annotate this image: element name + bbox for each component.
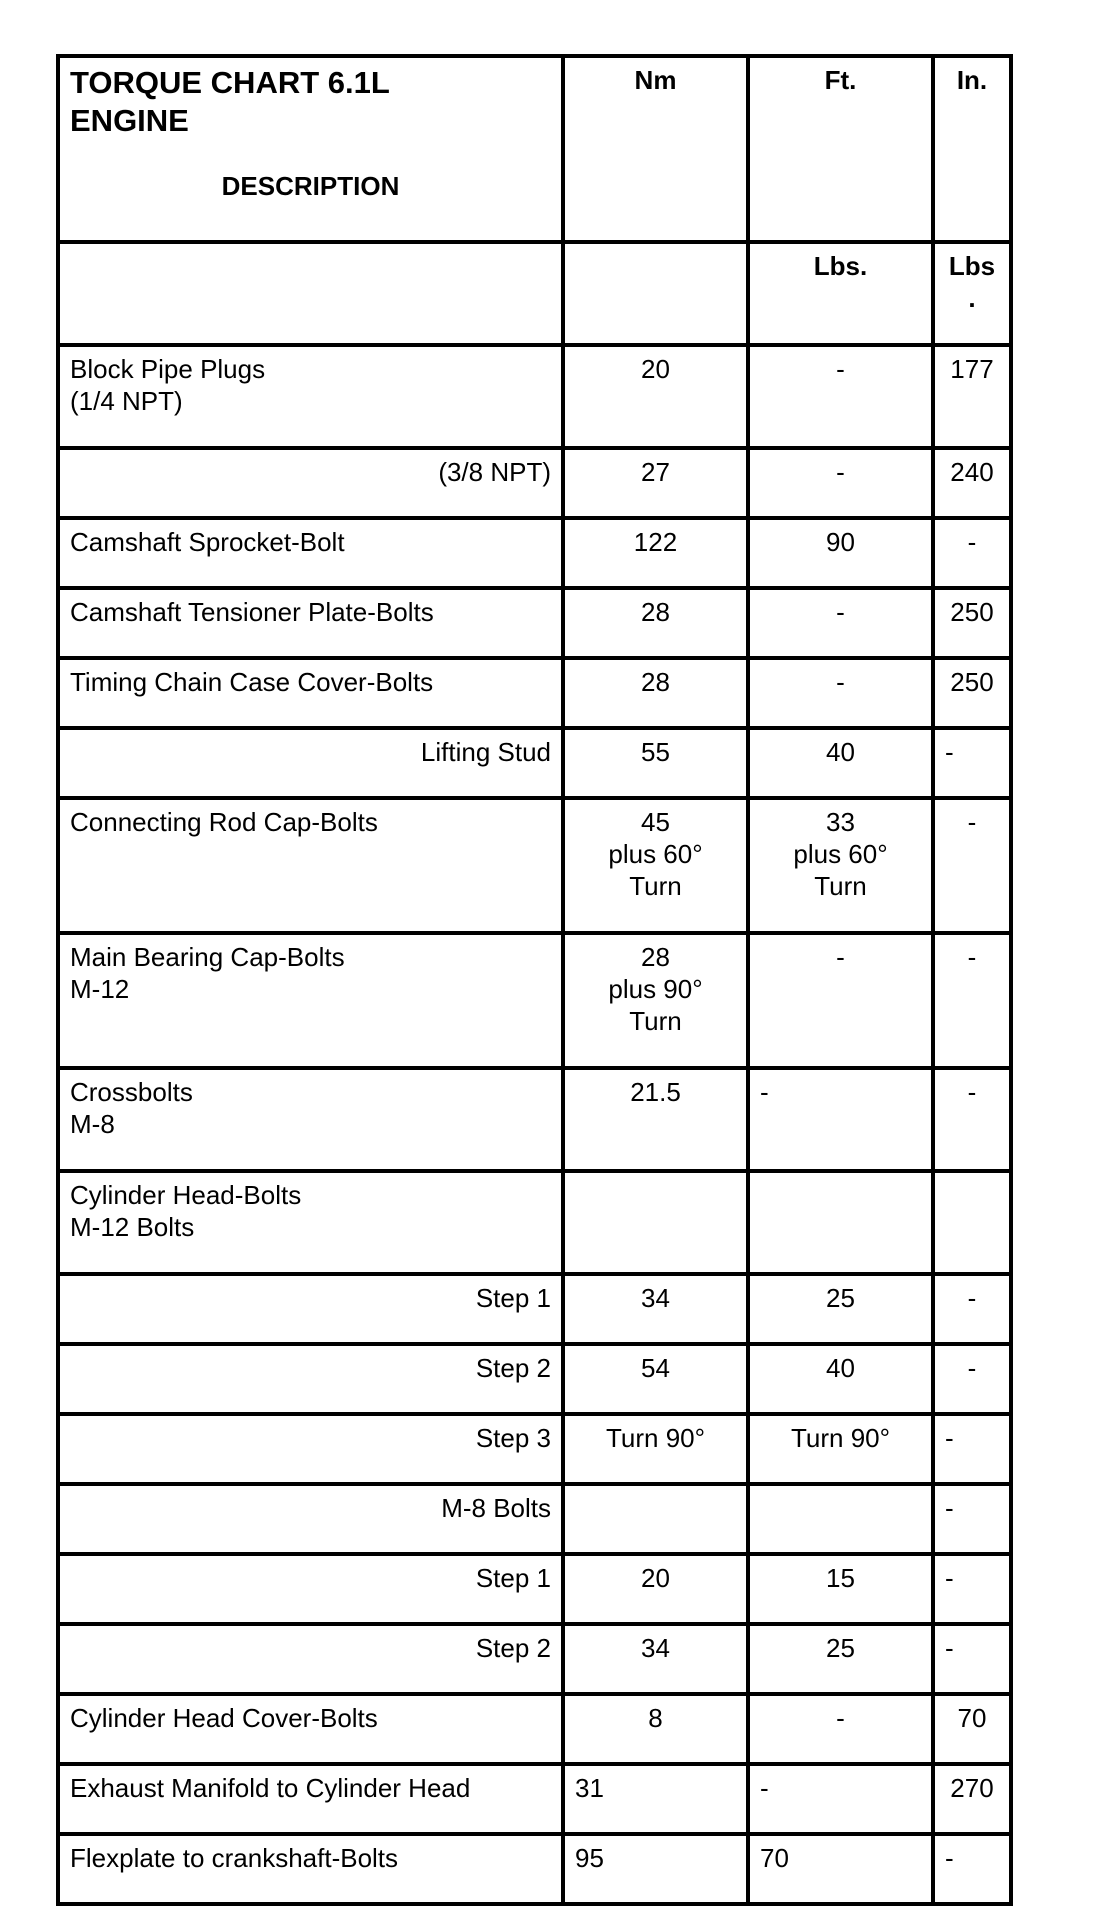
- row-ftlbs-value: -: [748, 345, 933, 448]
- row-ftlbs-value: 40: [748, 1344, 933, 1414]
- row-inlbs-value: -: [933, 798, 1011, 933]
- table-row: [58, 1068, 1011, 1171]
- table-row: [58, 518, 1011, 588]
- row-ftlbs-value: 33 plus 60° Turn: [748, 798, 933, 933]
- row-ftlbs-value: 40: [748, 728, 933, 798]
- row-ftlbs-value: -: [748, 1694, 933, 1764]
- row-ftlbs-value: [748, 1484, 933, 1554]
- row-description: Main Bearing Cap-Bolts M-12: [58, 933, 563, 1068]
- table-row: [58, 1484, 1011, 1554]
- row-ftlbs-value: 90: [748, 518, 933, 588]
- row-description: Step 2: [58, 1624, 563, 1694]
- row-nm-value: 20: [563, 1554, 748, 1624]
- table-row: [58, 588, 1011, 658]
- row-inlbs-value: -: [933, 1068, 1011, 1171]
- table-row: [58, 1764, 1011, 1834]
- row-description: Crossbolts M-8: [58, 1068, 563, 1171]
- row-nm-value: [563, 1484, 748, 1554]
- row-ftlbs-value: 25: [748, 1624, 933, 1694]
- row-description: Connecting Rod Cap-Bolts: [58, 798, 563, 933]
- row-inlbs-value: -: [933, 1344, 1011, 1414]
- row-ftlbs-value: -: [748, 933, 933, 1068]
- units-row: [58, 242, 1011, 345]
- row-nm-value: 21.5: [563, 1068, 748, 1171]
- row-inlbs-value: -: [933, 1414, 1011, 1484]
- row-nm-value: 34: [563, 1274, 748, 1344]
- row-description: Step 2: [58, 1344, 563, 1414]
- row-ftlbs-value: 70: [748, 1834, 933, 1904]
- row-nm-value: 28 plus 90° Turn: [563, 933, 748, 1068]
- row-ftlbs-value: 25: [748, 1274, 933, 1344]
- row-ftlbs-value: -: [748, 448, 933, 518]
- table-row: [58, 728, 1011, 798]
- in-unit-cell: [933, 242, 1011, 345]
- row-description: Camshaft Tensioner Plate-Bolts: [58, 588, 563, 658]
- table-row: [58, 798, 1011, 933]
- row-description: Camshaft Sprocket-Bolt: [58, 518, 563, 588]
- row-description: Block Pipe Plugs (1/4 NPT): [58, 345, 563, 448]
- row-description: M-8 Bolts: [58, 1484, 563, 1554]
- row-description: (3/8 NPT): [58, 448, 563, 518]
- table-row: [58, 933, 1011, 1068]
- row-description: Step 1: [58, 1554, 563, 1624]
- table-row: [58, 1554, 1011, 1624]
- row-ftlbs-value: [748, 1171, 933, 1274]
- row-inlbs-value: -: [933, 1554, 1011, 1624]
- table-row: [58, 345, 1011, 448]
- row-inlbs-value: -: [933, 1624, 1011, 1694]
- row-nm-value: 28: [563, 588, 748, 658]
- table-row: [58, 1694, 1011, 1764]
- row-description: Lifting Stud: [58, 728, 563, 798]
- table-row: [58, 1344, 1011, 1414]
- row-nm-value: 55: [563, 728, 748, 798]
- row-ftlbs-value: -: [748, 1764, 933, 1834]
- row-ftlbs-value: Turn 90°: [748, 1414, 933, 1484]
- row-description: Timing Chain Case Cover-Bolts: [58, 658, 563, 728]
- ft-unit-label: Lbs.: [748, 242, 933, 345]
- row-inlbs-value: -: [933, 728, 1011, 798]
- row-nm-value: 122: [563, 518, 748, 588]
- row-description: Step 1: [58, 1274, 563, 1344]
- row-nm-value: 95: [563, 1834, 748, 1904]
- row-nm-value: Turn 90°: [563, 1414, 748, 1484]
- col-nm-header: Nm: [563, 56, 748, 242]
- col-ft-header: Ft.: [748, 56, 933, 242]
- chart-title-line2: ENGINE: [70, 103, 189, 138]
- table-row: [58, 1624, 1011, 1694]
- units-desc-cell: [58, 242, 563, 345]
- row-inlbs-value: -: [933, 518, 1011, 588]
- torque-chart-table: [56, 54, 1013, 1906]
- table-row: [58, 1414, 1011, 1484]
- row-nm-value: 28: [563, 658, 748, 728]
- row-inlbs-value: 270: [933, 1764, 1011, 1834]
- row-inlbs-value: 240: [933, 448, 1011, 518]
- in-unit-dot: .: [968, 283, 976, 313]
- row-ftlbs-value: -: [748, 588, 933, 658]
- row-nm-value: 45 plus 60° Turn: [563, 798, 748, 933]
- row-ftlbs-value: -: [748, 658, 933, 728]
- in-unit-label: Lbs: [948, 251, 996, 281]
- row-inlbs-value: -: [933, 1274, 1011, 1344]
- units-nm-cell: [563, 242, 748, 345]
- row-nm-value: 8: [563, 1694, 748, 1764]
- table-row: [58, 448, 1011, 518]
- row-ftlbs-value: -: [748, 1068, 933, 1171]
- row-description: Exhaust Manifold to Cylinder Head: [58, 1764, 563, 1834]
- row-inlbs-value: 177: [933, 345, 1011, 448]
- description-label: DESCRIPTION: [221, 171, 400, 201]
- table-row: [58, 1171, 1011, 1274]
- row-description: Cylinder Head-Bolts M-12 Bolts: [58, 1171, 563, 1274]
- row-nm-value: [563, 1171, 748, 1274]
- table-row: [58, 658, 1011, 728]
- row-inlbs-value: 70: [933, 1694, 1011, 1764]
- row-nm-value: 20: [563, 345, 748, 448]
- row-nm-value: 31: [563, 1764, 748, 1834]
- header-row: [58, 56, 1011, 242]
- row-inlbs-value: -: [933, 1484, 1011, 1554]
- chart-title-line1: TORQUE CHART 6.1L: [70, 65, 390, 100]
- row-nm-value: 34: [563, 1624, 748, 1694]
- table-row: [58, 1274, 1011, 1344]
- row-description: Cylinder Head Cover-Bolts: [58, 1694, 563, 1764]
- row-inlbs-value: -: [933, 1834, 1011, 1904]
- col-in-header: In.: [933, 56, 1011, 242]
- row-description: Step 3: [58, 1414, 563, 1484]
- row-ftlbs-value: 15: [748, 1554, 933, 1624]
- header-title-cell: [58, 56, 563, 242]
- row-inlbs-value: 250: [933, 588, 1011, 658]
- row-inlbs-value: 250: [933, 658, 1011, 728]
- table-row: [58, 1834, 1011, 1904]
- row-nm-value: 27: [563, 448, 748, 518]
- row-nm-value: 54: [563, 1344, 748, 1414]
- row-description: Flexplate to crankshaft-Bolts: [58, 1834, 563, 1904]
- row-inlbs-value: -: [933, 933, 1011, 1068]
- row-inlbs-value: [933, 1171, 1011, 1274]
